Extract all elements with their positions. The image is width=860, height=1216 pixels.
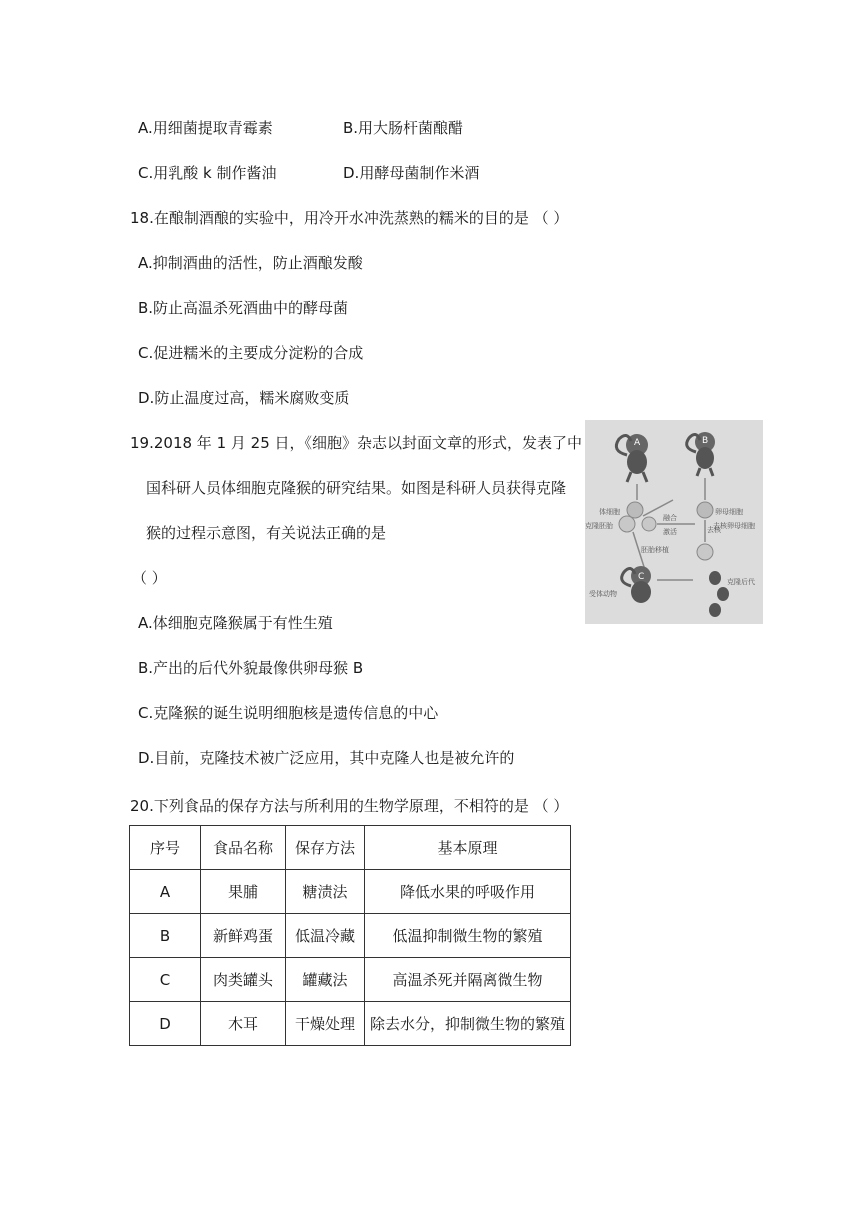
food-preservation-table <box>129 825 571 1046</box>
q18-option-b: B.防止高温杀死酒曲中的酵母菌 <box>138 299 349 317</box>
table-cell: 低温冷藏 <box>286 914 365 958</box>
table-cell: 干燥处理 <box>286 1002 365 1046</box>
q19-stem-line1: 19.2018 年 1 月 25 日，《细胞》杂志以封面文章的形式，发表了中 <box>130 434 583 452</box>
q19-option-a: A.体细胞克隆猴属于有性生殖 <box>138 614 333 632</box>
table-row <box>130 1002 571 1046</box>
q17-option-d: D.用酵母菌制作米酒 <box>343 164 480 182</box>
table-header-cell: 保存方法 <box>286 826 365 870</box>
table-cell: B <box>130 914 201 958</box>
figure-enucleate-label: 去核 <box>707 526 721 534</box>
q18-stem: 18.在酿制酒酿的实验中，用冷开水冲洗蒸熟的糯米的目的是 （ ） <box>130 209 569 227</box>
figure-surrogate-label: 受体动物 <box>589 590 617 598</box>
table-row <box>130 914 571 958</box>
monkey-a-icon <box>616 434 648 482</box>
figure-label-b: B <box>702 436 709 446</box>
table-cell: 降低水果的呼吸作用 <box>365 870 571 914</box>
table-cell: A <box>130 870 201 914</box>
q18-option-d: D.防止温度过高，糯米腐败变质 <box>138 389 350 407</box>
table-cell: 高温杀死并隔离微生物 <box>365 958 571 1002</box>
q19-option-d: D.目前，克隆技术被广泛应用，其中克隆人也是被允许的 <box>138 749 515 767</box>
figure-transplant-label: 胚胎移植 <box>641 546 669 554</box>
clone-offspring-icon <box>709 571 729 617</box>
table-cell: 新鲜鸡蛋 <box>201 914 286 958</box>
q19-stem-line3: 猴的过程示意图，有关说法正确的是 <box>146 524 387 542</box>
table-row <box>130 870 571 914</box>
table-header-row <box>130 826 571 870</box>
body-cell-icon <box>627 502 643 518</box>
table-cell: D <box>130 1002 201 1046</box>
q19-answer-bracket: （ ） <box>132 569 167 587</box>
q19-option-c: C.克隆猴的诞生说明细胞核是遗传信息的中心 <box>138 704 439 722</box>
egg-cell-icon <box>697 502 713 518</box>
figure-fusion-label: 融合 <box>663 514 677 522</box>
clone-embryo-icon <box>619 516 635 532</box>
table-header-cell: 基本原理 <box>365 826 571 870</box>
figure-enucleated-label: 去核卵母细胞 <box>713 522 755 530</box>
q19-option-b: B.产出的后代外貌最像供卵母猴 B <box>138 659 364 677</box>
table-cell: 肉类罐头 <box>201 958 286 1002</box>
table-header-cell: 食品名称 <box>201 826 286 870</box>
q18-option-a: A.抑制酒曲的活性，防止酒酿发酸 <box>138 254 363 272</box>
cloning-process-figure <box>585 420 763 624</box>
table-header-cell: 序号 <box>130 826 201 870</box>
table-cell: 木耳 <box>201 1002 286 1046</box>
q17-option-b: B.用大肠杆菌酿醋 <box>343 119 464 137</box>
q17-option-a: A.用细菌提取青霉素 <box>138 119 273 137</box>
fused-cell-icon <box>642 517 656 531</box>
monkey-c-icon <box>622 566 651 603</box>
figure-activation-label: 激活 <box>663 528 677 536</box>
q20-stem: 20.下列食品的保存方法与所利用的生物学原理，不相符的是 （ ） <box>130 797 569 815</box>
figure-label-a: A <box>634 438 641 448</box>
q17-option-c: C.用乳酸 k 制作酱油 <box>138 164 277 182</box>
table-cell: 除去水分，抑制微生物的繁殖 <box>365 1002 571 1046</box>
table-cell: 糖渍法 <box>286 870 365 914</box>
table-cell: 低温抑制微生物的繁殖 <box>365 914 571 958</box>
q18-option-c: C.促进糯米的主要成分淀粉的合成 <box>138 344 364 362</box>
table-cell: C <box>130 958 201 1002</box>
table-cell: 罐藏法 <box>286 958 365 1002</box>
q19-stem-line2: 国科研人员体细胞克隆猴的研究结果。如图是科研人员获得克隆 <box>146 479 567 497</box>
figure-label-c: C <box>638 572 645 582</box>
table-cell: 果脯 <box>201 870 286 914</box>
enucleated-cell-icon <box>697 544 713 560</box>
figure-clone-embryo-label: 克隆胚胎 <box>585 522 613 530</box>
figure-offspring-label: 克隆后代 <box>727 578 755 586</box>
figure-body-cell-label: 体细胞 <box>599 508 620 516</box>
monkey-b-icon <box>687 432 715 476</box>
figure-egg-cell-label: 卵母细胞 <box>715 508 743 516</box>
table-row <box>130 958 571 1002</box>
